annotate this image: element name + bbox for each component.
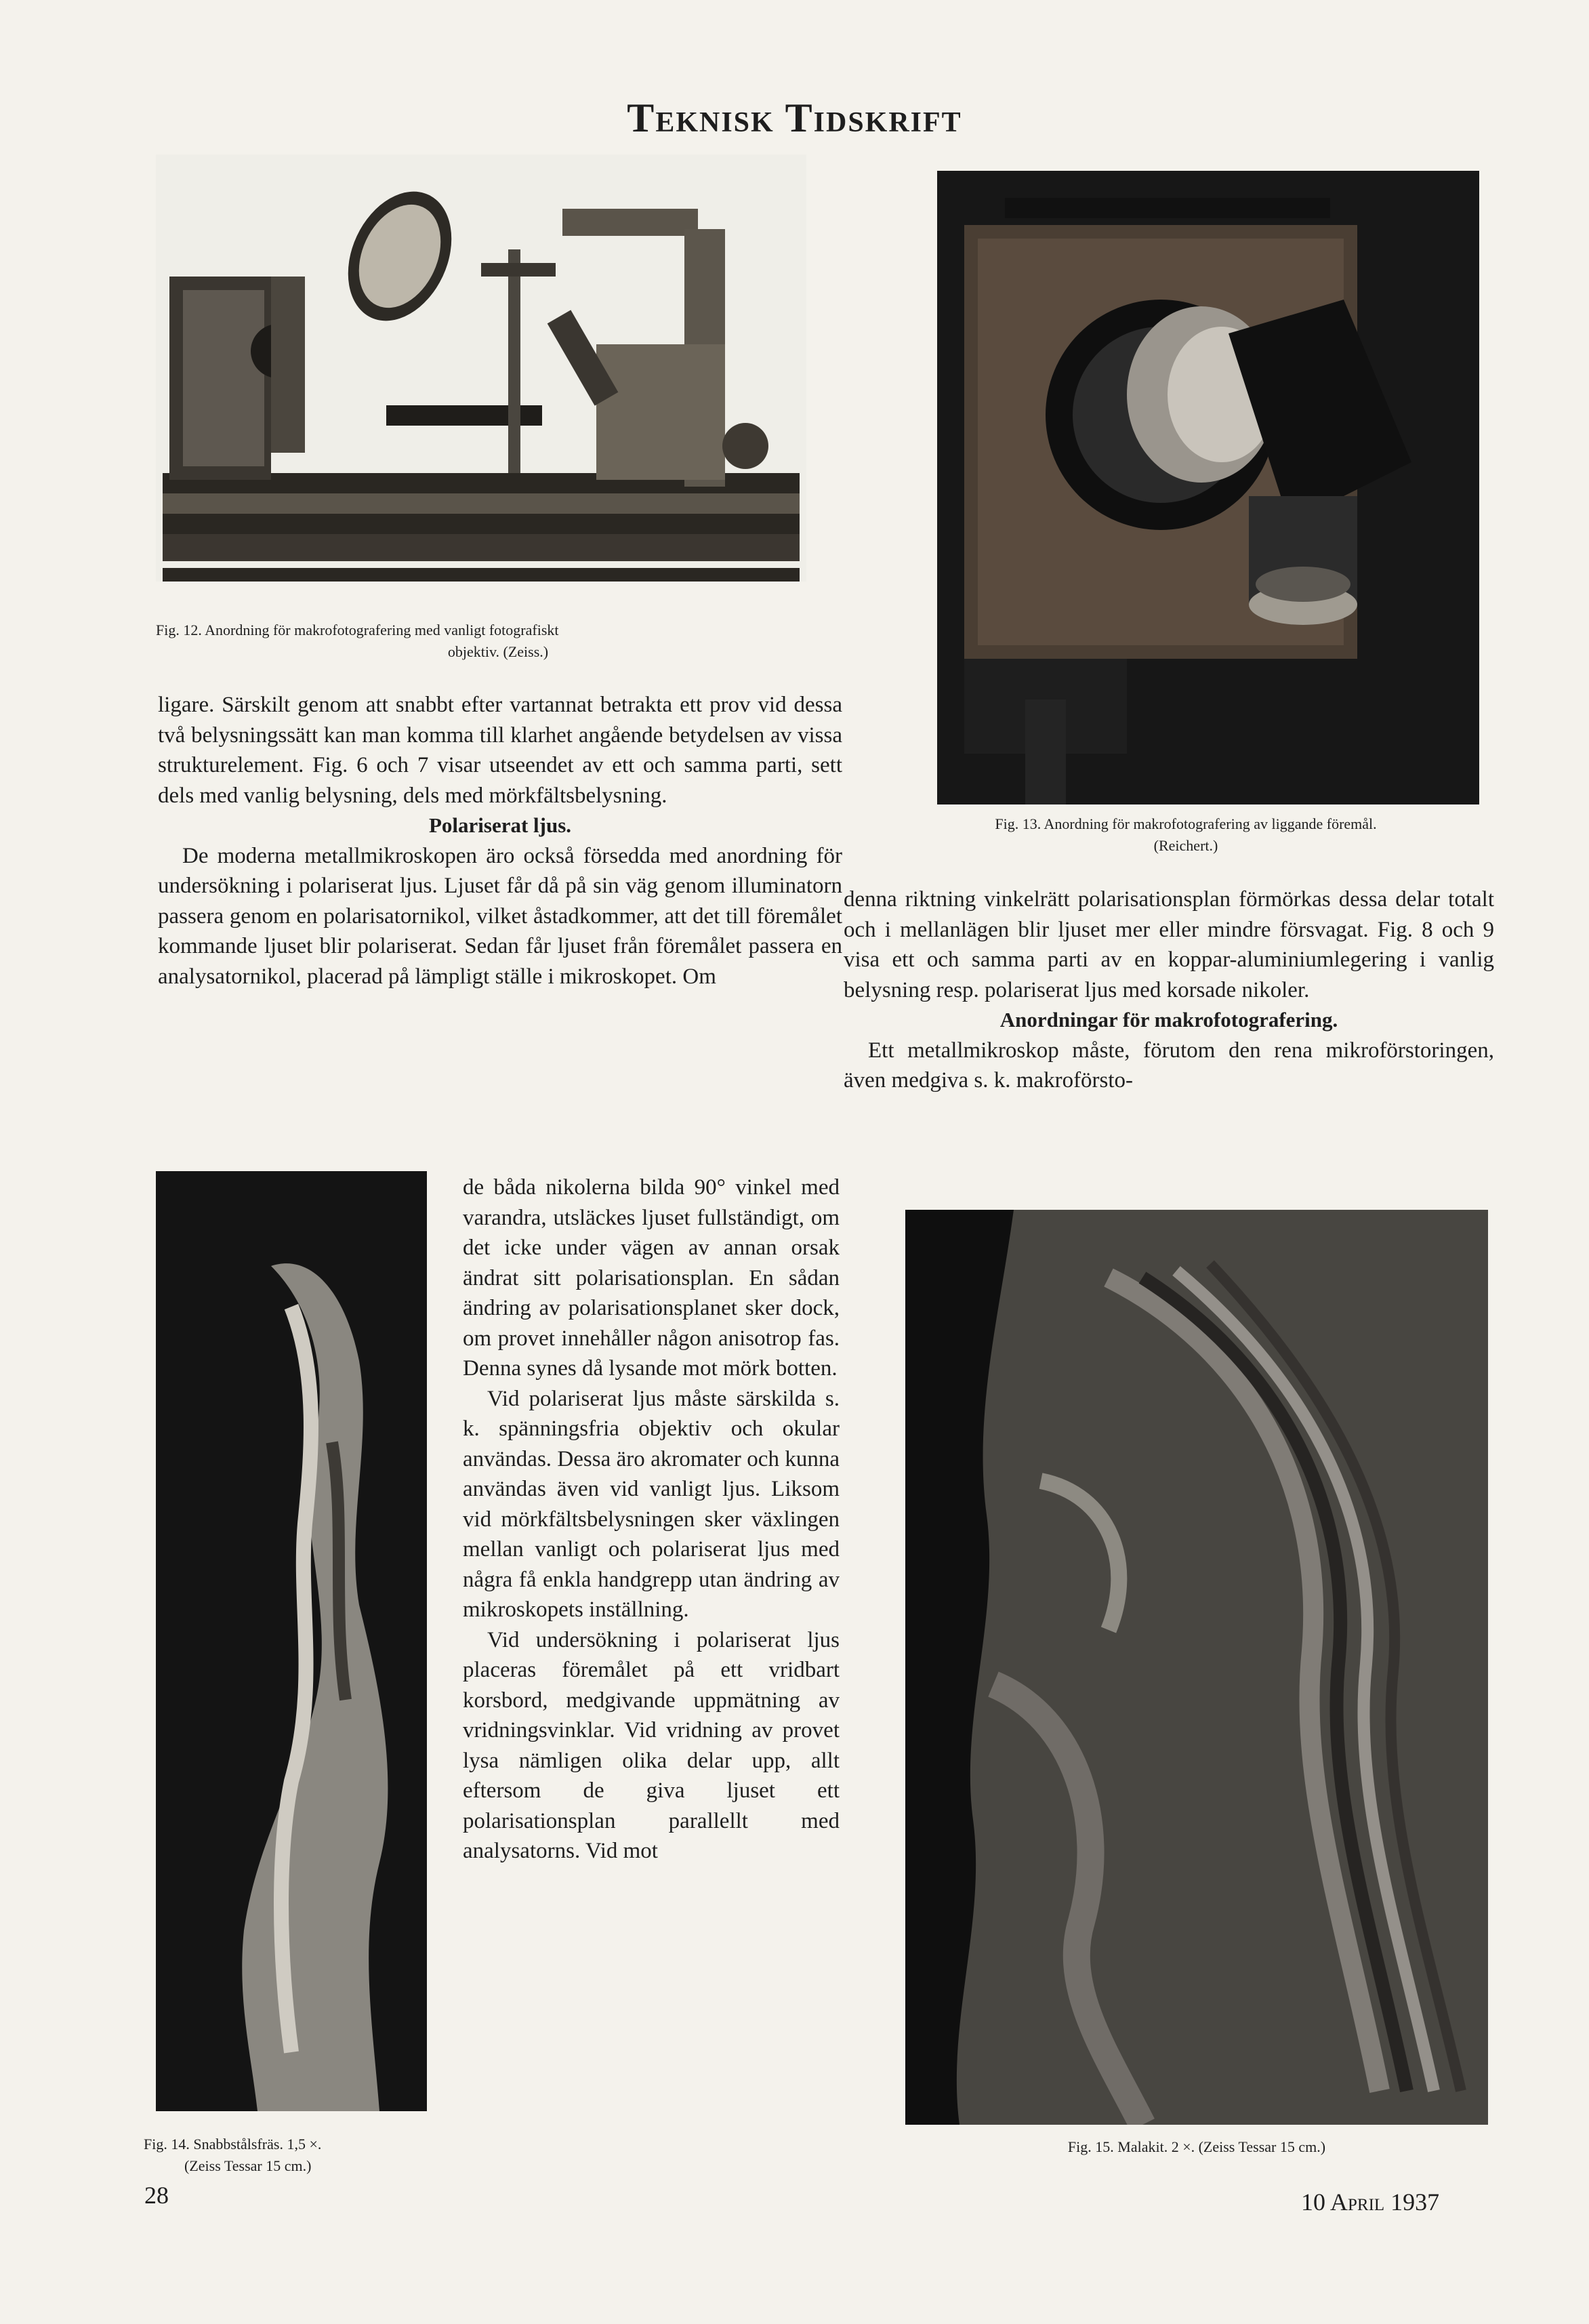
fig13-caption-line2: (Reichert.) (1153, 837, 1218, 854)
issue-date: 10 April 1937 (1301, 2188, 1440, 2216)
left-column (158, 690, 842, 992)
narrow-column (463, 1173, 840, 1867)
fig13-caption-line1: Fig. 13. Anordning för makrofotografering av liggande föremål. (995, 815, 1377, 832)
left-para-1: ligare. Särskilt genom att snabbt efter vartannat betrakta ett prov vid dessa två belysningssätt kan man komma till klarhet angående betydelsen av vissa strukturelement. Fig. 6 och 7 visar utseendet av ett och samma parti, sett dels med vanlig belysning, dels med mörkfältsbelysning. (158, 693, 842, 808)
narrow-para-3: Vid undersökning i polariserat ljus placeras föremålet på ett vridbart korsbord, medgivande uppmätning av vridningsvinklar. Vid vridning av provet lysa nämligen olika delar upp, allt eftersom de giva ljuset ett polarisationsplan parallellt med analysatorns. Vid mot (463, 1627, 840, 1863)
narrow-para-2: Vid polariserat ljus måste särskilda s. k. spänningsfria objektiv och okular användas. Dessa äro akromater och kunna användas även vid vanligt ljus. Liksom vid mörkfältsbelysningen sker växlingen mellan vanligt och polariserat ljus med några få enkla handgrepp utan ändring av mikroskopets inställning. (463, 1386, 840, 1622)
section-heading-makrofotografering: Anordningar för makrofotografering. (999, 1008, 1338, 1032)
right-para-1: denna riktning vinkelrätt polarisationsplan förmörkas dessa delar totalt och i mellanlägen blir ljuset mer eller mindre försvagat. Fig. 8 och 9 visa ett och samma parti av en koppar-aluminiumlegering i vanlig belysning resp. polariserat ljus med korsade nikoler. (844, 887, 1494, 1002)
left-para-2: De moderna metallmikroskopen äro också försedda med anordning för undersökning i polariserat ljus. Ljuset får då på sin väg genom illuminatorn passera genom en polarisatornikol, vilket åstadkommer, att det till föremålet kommande ljuset blir polariserat. Sedan får ljuset från föremålet passera en analysatornikol, placerad på lämpligt ställe i mikroskopet. Om (158, 843, 842, 989)
fig14-caption-line2: (Zeiss Tessar 15 cm.) (184, 2157, 312, 2174)
fig14-photo (156, 1171, 427, 2111)
milling-cutter-illustration (156, 1171, 427, 2111)
section-heading-polariserat: Polariserat ljus. (428, 813, 572, 837)
malachite-illustration (905, 1210, 1488, 2125)
page-number: 28 (144, 2182, 169, 2209)
camera-illustration (937, 171, 1479, 804)
fig13-photo (937, 171, 1479, 804)
fig12-caption-line2: objektiv. (Zeiss.) (447, 643, 549, 660)
fig12-caption-line1: Fig. 12. Anordning för makrofotografering med vanligt fotografiskt (156, 621, 559, 638)
fig15-caption: Fig. 15. Malakit. 2 ×. (Zeiss Tessar 15 cm.) (1067, 2138, 1326, 2155)
microscope-illustration (156, 155, 806, 582)
fig14-caption-line1: Fig. 14. Snabbstålsfräs. 1,5 ×. (144, 2136, 322, 2153)
fig12-photo (156, 155, 806, 582)
right-column (844, 884, 1494, 1096)
journal-title: Teknisk Tidskrift (627, 96, 962, 140)
fig12-caption (156, 619, 840, 663)
right-para-2: Ett metallmikroskop måste, förutom den rena mikroförstoringen, även medgiva s. k. makroförsto- (844, 1038, 1494, 1093)
fig13-caption (881, 813, 1491, 857)
fig15-photo (905, 1210, 1488, 2125)
fig14-caption (144, 2134, 428, 2177)
narrow-para-1: de båda nikolerna bilda 90° vinkel med varandra, utsläckes ljuset fullständigt, om det icke under vägen av annan orsak ändrat sitt polarisationsplan. En sådan ändring av polarisationsplanet sker dock, om provet innehåller någon anisotrop fas. Denna synes då lysande mot mörk botten. (463, 1175, 840, 1381)
